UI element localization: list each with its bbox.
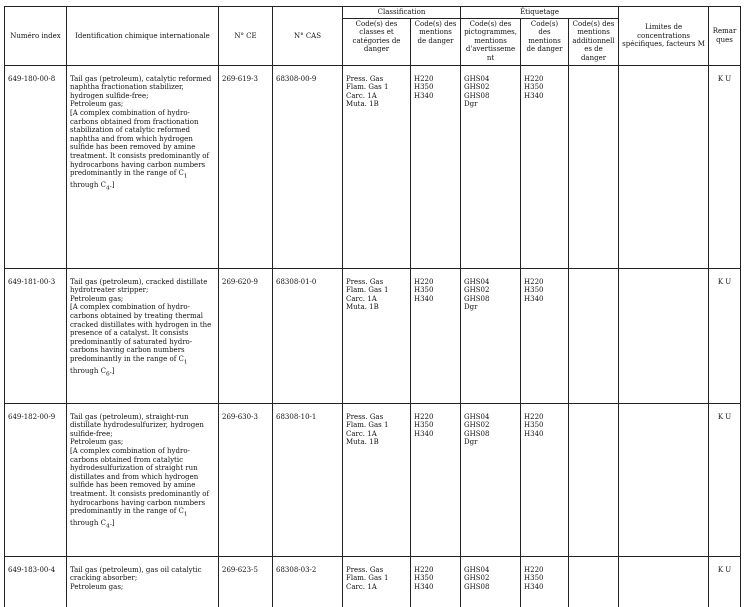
supplemental-codes	[569, 268, 619, 403]
code-item: Muta. 1B	[346, 100, 379, 109]
cas-number: 68308-01-0	[273, 268, 343, 403]
code-item: GHS08	[464, 91, 490, 100]
chemical-identification	[67, 556, 219, 607]
ce-number: 269-623-5	[219, 556, 273, 607]
identification-line: [A complex combination of hydro-carbons obtained from fractionation stabilization of catalytic reformed naphtha and from which hydrogen sulfide has been removed by amine treatment. It consists predominantly of hydrocarbons having carbon numbers predominantly in the range of $C_1$ through $C_4$.]	[70, 108, 210, 192]
index-number: 649-181-00-3	[5, 268, 67, 403]
header-label-hcodes: Code(s) des mentions de danger	[521, 18, 569, 65]
header-identification: Identification chimique internationale	[67, 7, 219, 66]
code-item: GHS04	[464, 565, 490, 574]
code-item: Flam. Gas 1	[346, 286, 389, 295]
code-item: GHS04	[464, 277, 490, 286]
code-item: Carc. 1A	[346, 91, 377, 100]
header-ce: N° CE	[219, 7, 273, 66]
table-row	[5, 65, 741, 268]
identification-line: Petroleum gas;	[70, 582, 124, 591]
header-remarks: Remarques	[709, 7, 741, 66]
hazard-statement-codes	[411, 556, 461, 607]
chemical-identification	[67, 403, 219, 556]
table-row	[5, 268, 741, 403]
code-item: Dgr	[464, 100, 478, 109]
document-page	[4, 6, 742, 607]
code-item: H340	[414, 429, 434, 438]
hazard-class-codes	[343, 65, 411, 268]
code-item: GHS04	[464, 74, 490, 83]
code-item: H340	[524, 91, 544, 100]
table-row	[5, 403, 741, 556]
hazard-class-codes	[343, 268, 411, 403]
code-item: GHS04	[464, 412, 490, 421]
code-item: H220	[524, 565, 544, 574]
code-item: Dgr	[464, 303, 478, 312]
header-cas: N° CAS	[273, 7, 343, 66]
code-item: Flam. Gas 1	[346, 421, 389, 430]
hazard-statement-codes	[411, 403, 461, 556]
code-item: Muta. 1B	[346, 438, 379, 447]
index-number: 649-182-00-9	[5, 403, 67, 556]
ce-number: 269-619-3	[219, 65, 273, 268]
header-pictograms: Code(s) des pictogrammes, mentions d'avertissement	[461, 18, 521, 65]
hazard-statement-codes	[411, 65, 461, 268]
remarks: K U	[709, 65, 741, 268]
label-hazard-codes	[521, 65, 569, 268]
header-class-hcodes: Code(s) des mentions de danger	[411, 18, 461, 65]
pictogram-codes	[461, 403, 521, 556]
table-body	[5, 65, 741, 607]
ce-number: 269-630-3	[219, 403, 273, 556]
pictogram-codes	[461, 268, 521, 403]
table-row	[5, 556, 741, 607]
concentration-limits	[619, 268, 709, 403]
code-item: H340	[524, 429, 544, 438]
pictogram-codes	[461, 556, 521, 607]
code-item: H350	[524, 574, 544, 583]
header-limits: Limites de concentrations spécifiques, facteurs M	[619, 7, 709, 66]
code-item: H220	[414, 412, 434, 421]
code-item: H340	[414, 91, 434, 100]
hazard-statement-codes	[411, 268, 461, 403]
ce-number: 269-620-9	[219, 268, 273, 403]
concentration-limits	[619, 556, 709, 607]
remarks: K U	[709, 268, 741, 403]
code-item: GHS02	[464, 574, 490, 583]
code-item: H220	[414, 565, 434, 574]
code-item: GHS02	[464, 421, 490, 430]
pictogram-codes	[461, 65, 521, 268]
supplemental-codes	[569, 65, 619, 268]
label-hazard-codes	[521, 268, 569, 403]
code-item: Press. Gas	[346, 412, 384, 421]
supplemental-codes	[569, 556, 619, 607]
identification-line: Tail gas (petroleum), cracked distillate hydrotreater stripper;	[70, 277, 208, 295]
code-item: Press. Gas	[346, 277, 384, 286]
code-item: Muta. 1B	[346, 303, 379, 312]
identification-line: Tail gas (petroleum), straight-run distillate hydrodesulfurizer, hydrogen sulfide-free;	[70, 412, 204, 438]
code-item: H220	[414, 277, 434, 286]
code-item: H350	[524, 286, 544, 295]
chemical-identification	[67, 65, 219, 268]
substance-table	[4, 6, 741, 607]
header-classification: Classification	[343, 7, 461, 19]
code-item: Press. Gas	[346, 565, 384, 574]
code-item: GHS08	[464, 429, 490, 438]
table-header	[5, 7, 741, 66]
label-hazard-codes	[521, 556, 569, 607]
code-item: Carc. 1A	[346, 294, 377, 303]
code-item: GHS02	[464, 286, 490, 295]
identification-line: Tail gas (petroleum), catalytic reformed naphtha fractionation stabilizer, hydrogen sulfide-free;	[70, 74, 212, 100]
code-item: Press. Gas	[346, 74, 384, 83]
code-item: H350	[414, 83, 434, 92]
header-index: Numéro index	[5, 7, 67, 66]
code-item: Flam. Gas 1	[346, 574, 389, 583]
index-number: 649-180-00-8	[5, 65, 67, 268]
code-item: H220	[524, 74, 544, 83]
code-item: H350	[524, 421, 544, 430]
header-labelling: Étiquetage	[461, 7, 619, 19]
identification-line: [A complex combination of hydro-carbons obtained by treating thermal cracked distillates with hydrogen in the presence of a catalyst. It consists predominantly of saturated hydro-carbons having carbon numbers predominantly in the range of $C_1$ through $C_6$.]	[70, 303, 212, 378]
code-item: Carc. 1A	[346, 429, 377, 438]
code-item: H350	[414, 421, 434, 430]
identification-line: Petroleum gas;	[70, 294, 124, 303]
code-item: H350	[414, 574, 434, 583]
code-item: GHS08	[464, 294, 490, 303]
code-item: Flam. Gas 1	[346, 83, 389, 92]
identification-line: Petroleum gas;	[70, 100, 124, 109]
index-number: 649-183-00-4	[5, 556, 67, 607]
identification-line: Tail gas (petroleum), gas oil catalytic cracking absorber;	[70, 565, 202, 583]
code-item: H220	[524, 277, 544, 286]
chemical-identification	[67, 268, 219, 403]
remarks: K U	[709, 556, 741, 607]
identification-line: [A complex combination of hydro-carbons obtained from catalytic hydrodesulfurization of straight run distillates and from which hydrogen sulfide has been removed by amine treatment. It consists predominantly of hydrocarbons having carbon numbers predominantly in the range of $C_1$ through $C_4$.]	[70, 446, 210, 530]
cas-number: 68308-03-2	[273, 556, 343, 607]
concentration-limits	[619, 403, 709, 556]
code-item: Carc. 1A	[346, 582, 377, 591]
hazard-class-codes	[343, 403, 411, 556]
code-item: H350	[524, 83, 544, 92]
code-item: H340	[524, 582, 544, 591]
code-item: H220	[414, 74, 434, 83]
cas-number: 68308-10-1	[273, 403, 343, 556]
supplemental-codes	[569, 403, 619, 556]
code-item: H340	[414, 294, 434, 303]
concentration-limits	[619, 65, 709, 268]
hazard-class-codes	[343, 556, 411, 607]
code-item: Dgr	[464, 438, 478, 447]
header-supp-hcodes: Code(s) des mentions additionnelles de danger	[569, 18, 619, 65]
code-item: GHS02	[464, 83, 490, 92]
header-class-codes: Code(s) des classes et catégories de danger	[343, 18, 411, 65]
code-item: H350	[414, 286, 434, 295]
remarks: K U	[709, 403, 741, 556]
label-hazard-codes	[521, 403, 569, 556]
code-item: H340	[524, 294, 544, 303]
identification-line: Petroleum gas;	[70, 438, 124, 447]
code-item: GHS08	[464, 582, 490, 591]
cas-number: 68308-00-9	[273, 65, 343, 268]
code-item: H340	[414, 582, 434, 591]
code-item: H220	[524, 412, 544, 421]
